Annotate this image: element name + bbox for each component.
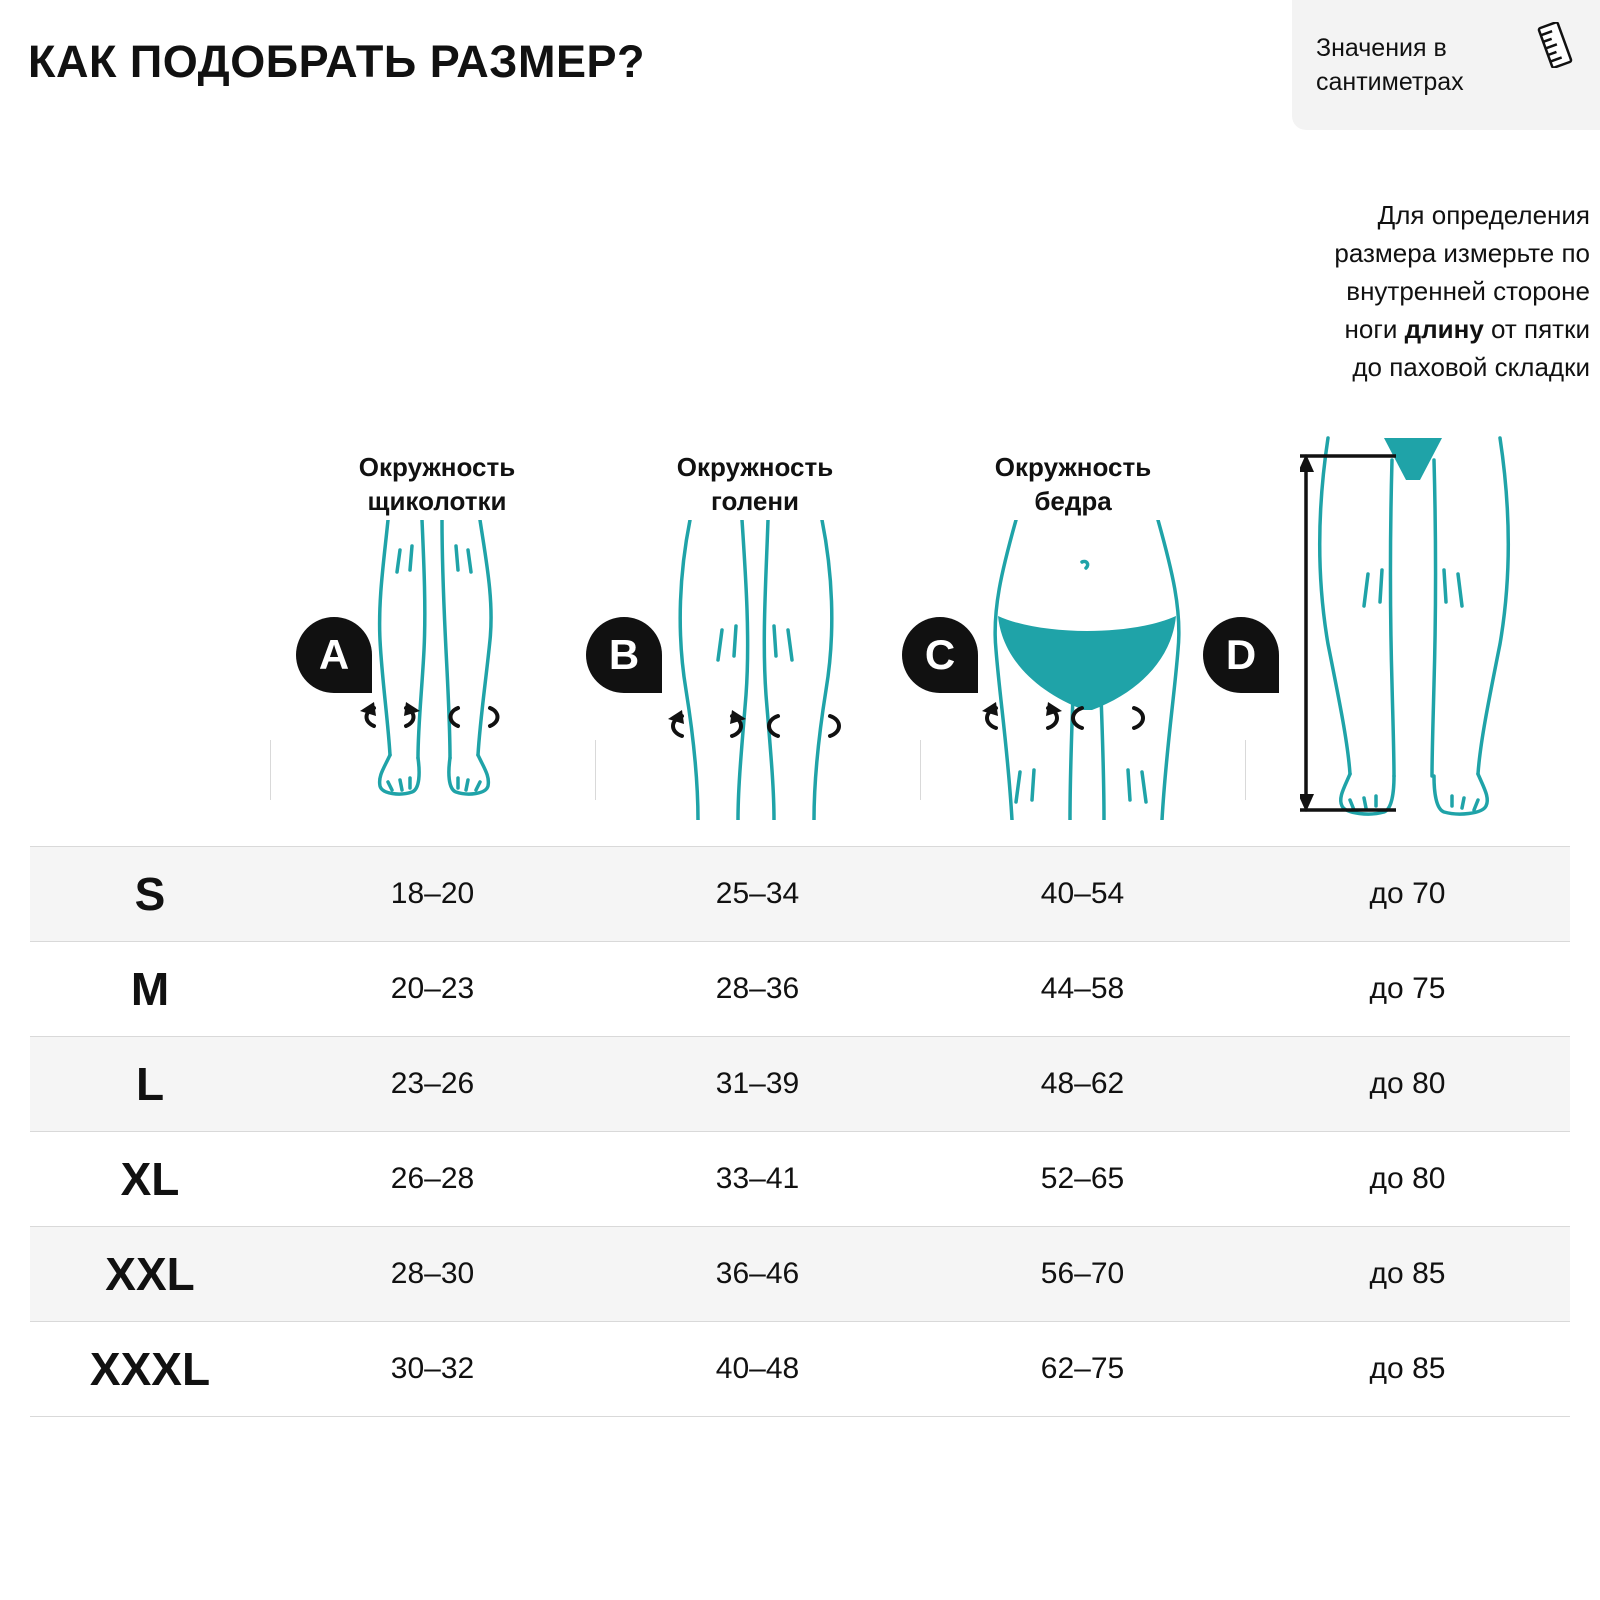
hip-swimwear-shape: [998, 616, 1176, 710]
hip-value: 62–75: [920, 1322, 1245, 1417]
table-row: [30, 1037, 1570, 1132]
calf-value: 36–46: [595, 1227, 920, 1322]
measurement-badge-b: B: [586, 617, 662, 693]
ankle-value: 23–26: [270, 1037, 595, 1132]
ankle-value: 28–30: [270, 1227, 595, 1322]
ankle-value: 18–20: [270, 847, 595, 942]
length-value: до 85: [1245, 1322, 1570, 1417]
length-value: до 80: [1245, 1037, 1570, 1132]
page-title: КАК ПОДОБРАТЬ РАЗМЕР?: [28, 36, 645, 87]
length-value: до 80: [1245, 1132, 1570, 1227]
calf-value: 33–41: [595, 1132, 920, 1227]
measurement-badge-d: D: [1203, 617, 1279, 693]
instructions-line-4-suffix: от пятки: [1483, 314, 1590, 344]
calf-value: 31–39: [595, 1037, 920, 1132]
units-badge-label: Значения в сантиметрах: [1316, 34, 1464, 96]
ankle-value: 26–28: [270, 1132, 595, 1227]
size-label: M: [30, 942, 270, 1037]
column-header-ankle: [272, 450, 602, 518]
calf-value: 25–34: [595, 847, 920, 942]
size-label: XXL: [30, 1227, 270, 1322]
table-row: [30, 1322, 1570, 1417]
length-value: до 85: [1245, 1227, 1570, 1322]
size-label: XXXL: [30, 1322, 270, 1417]
measure-instructions: [950, 196, 1590, 386]
size-label: L: [30, 1037, 270, 1132]
table-row: [30, 1132, 1570, 1227]
instructions-emphasis: длину: [1404, 314, 1484, 344]
size-label: XL: [30, 1132, 270, 1227]
column-header-ankle-line1: Окружность: [358, 452, 516, 482]
table-row: [30, 942, 1570, 1037]
measurement-badge-c: C: [902, 617, 978, 693]
hip-value: 52–65: [920, 1132, 1245, 1227]
table-header-b: [595, 760, 920, 847]
column-header-calf: [590, 450, 920, 518]
measurement-badge-a: A: [296, 617, 372, 693]
hip-value: 56–70: [920, 1227, 1245, 1322]
instructions-line-2: размера измерьте по: [1334, 238, 1590, 268]
size-chart-table: [30, 760, 1570, 1417]
instructions-line-5: до паховой складки: [1352, 352, 1590, 382]
table-header-row: [30, 760, 1570, 847]
column-header-calf-line1: Окружность: [676, 452, 834, 482]
column-header-calf-line2: голени: [710, 486, 800, 516]
hip-value: 44–58: [920, 942, 1245, 1037]
column-header-hip-line1: Окружность: [994, 452, 1152, 482]
units-badge: [1292, 0, 1600, 130]
instructions-line-1: Для определения: [1377, 200, 1590, 230]
table-header-size: Размер: [99, 787, 201, 818]
length-value: до 70: [1245, 847, 1570, 942]
length-value: до 75: [1245, 942, 1570, 1037]
size-label: S: [30, 847, 270, 942]
instructions-line-4-prefix: ноги: [1344, 314, 1405, 344]
ruler-icon: [1532, 22, 1578, 68]
column-header-hip: [908, 450, 1238, 518]
ankle-value: 20–23: [270, 942, 595, 1037]
table-row: [30, 1227, 1570, 1322]
calf-value: 28–36: [595, 942, 920, 1037]
table-header-a: [270, 760, 595, 847]
ankle-value: 30–32: [270, 1322, 595, 1417]
instructions-line-3: внутренней стороне: [1346, 276, 1590, 306]
table-row: [30, 847, 1570, 942]
column-header-hip-line2: бедра: [1034, 486, 1112, 516]
calf-value: 40–48: [595, 1322, 920, 1417]
column-header-ankle-line2: щиколотки: [367, 486, 507, 516]
table-header-d: [1245, 760, 1570, 847]
table-header-c: [920, 760, 1245, 847]
hip-value: 48–62: [920, 1037, 1245, 1132]
hip-value: 40–54: [920, 847, 1245, 942]
